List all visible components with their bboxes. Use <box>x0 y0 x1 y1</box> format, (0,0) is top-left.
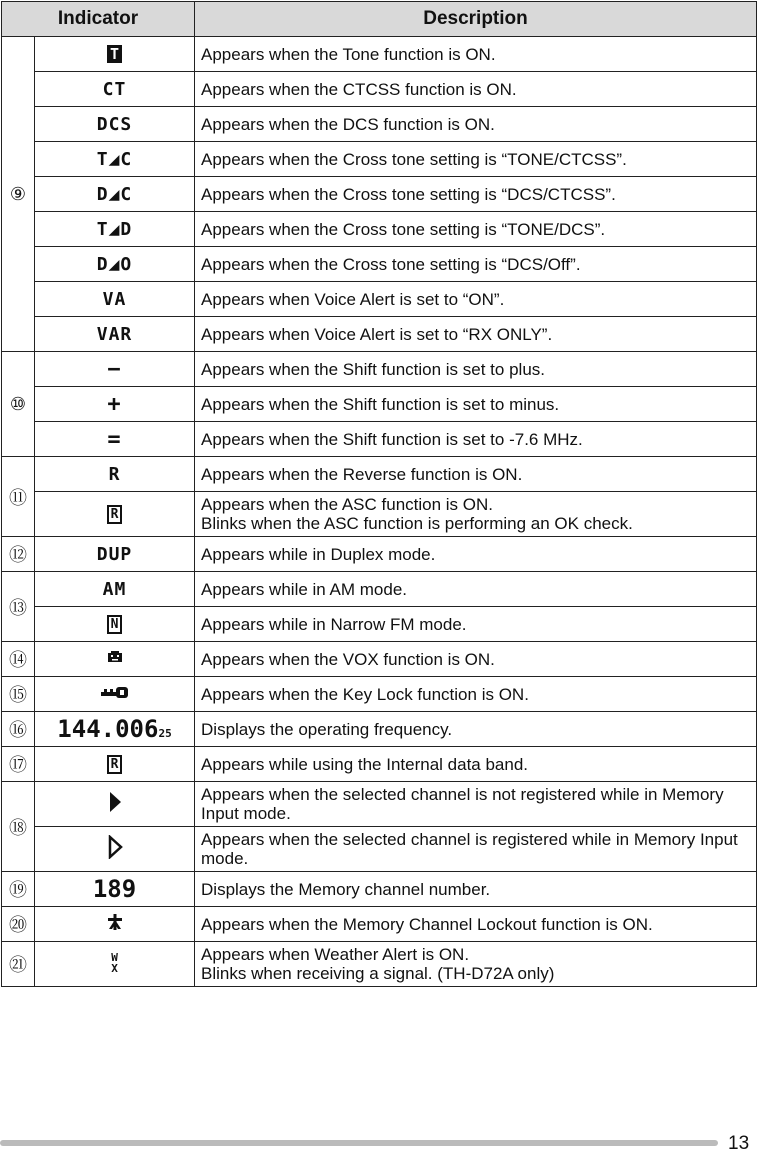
outline-triangle-icon <box>107 835 123 859</box>
row-description: Appears while using the Internal data band. <box>195 747 757 782</box>
table-row <box>2 142 757 177</box>
filled-triangle-icon <box>108 791 122 813</box>
row-description: Appears when the VOX function is ON. <box>195 642 757 677</box>
voice-alert-rx-icon: VAR <box>35 317 195 352</box>
row-description: Displays the Memory channel number. <box>195 872 757 907</box>
indicator-table <box>1 1 757 987</box>
row-description: Displays the operating frequency. <box>195 712 757 747</box>
row-description: Appears when the Shift function is set to -7.6 MHz. <box>195 422 757 457</box>
table-row <box>2 72 757 107</box>
voice-alert-icon: VA <box>35 282 195 317</box>
group-number: ⑲ <box>2 872 35 907</box>
vox-icon <box>107 650 123 664</box>
shift-plus-icon: − <box>35 352 195 387</box>
group-number: ⑭ <box>2 642 35 677</box>
key-lock-icon <box>100 685 130 699</box>
table-row <box>2 642 757 677</box>
group-number: ⑨ <box>2 37 35 352</box>
row-description: Appears when the Memory Channel Lockout function is ON. <box>195 907 757 942</box>
table-row <box>2 457 757 492</box>
group-number: ⑰ <box>2 747 35 782</box>
description-header: Description <box>195 2 757 37</box>
group-number: ⑬ <box>2 572 35 642</box>
table-row <box>2 827 757 872</box>
row-description: Appears when the selected channel is registered while in Memory Input mode. <box>195 827 757 872</box>
row-description: Appears when Voice Alert is set to “ON”. <box>195 282 757 317</box>
table-row <box>2 37 757 72</box>
lockout-star-icon <box>108 914 122 930</box>
duplex-icon: DUP <box>35 537 195 572</box>
row-description: Appears when the Shift function is set to minus. <box>195 387 757 422</box>
group-number: ⑫ <box>2 537 35 572</box>
group-number: ⑳ <box>2 907 35 942</box>
row-description: Appears when the ASC function is ON. Blinks when the ASC function is performing an OK check. <box>195 492 757 537</box>
table-row <box>2 942 757 987</box>
tone-icon: T <box>35 37 195 72</box>
table-row <box>2 712 757 747</box>
memory-channel-number-icon: 189 <box>35 872 195 907</box>
table-row <box>2 747 757 782</box>
row-description: Appears when Weather Alert is ON. Blinks when receiving a signal. (TH-D72A only) <box>195 942 757 987</box>
asc-icon: R <box>35 492 195 537</box>
am-mode-icon: AM <box>35 572 195 607</box>
frequency-display-icon: 144.00625 <box>35 712 195 747</box>
table-row <box>2 607 757 642</box>
row-description: Appears when the Cross tone setting is “DCS/Off”. <box>195 247 757 282</box>
cross-tone-tone-dcs-icon: T◢D <box>35 212 195 247</box>
reverse-icon: R <box>35 457 195 492</box>
table-row <box>2 572 757 607</box>
internal-data-band-icon: R <box>35 747 195 782</box>
table-row <box>2 317 757 352</box>
page-number: 13 <box>728 1133 750 1154</box>
table-row <box>2 537 757 572</box>
shift-minus-icon: + <box>35 387 195 422</box>
wx-icon: W X <box>111 950 118 975</box>
table-row <box>2 282 757 317</box>
group-number: ⑪ <box>2 457 35 537</box>
table-row <box>2 177 757 212</box>
table-row <box>2 212 757 247</box>
cross-tone-dcs-ctcss-icon: D◢C <box>35 177 195 212</box>
table-row <box>2 422 757 457</box>
group-number: ⑱ <box>2 782 35 872</box>
row-description: Appears when Voice Alert is set to “RX ONLY”. <box>195 317 757 352</box>
group-number: ⑮ <box>2 677 35 712</box>
row-description: Appears while in Duplex mode. <box>195 537 757 572</box>
table-row <box>2 907 757 942</box>
table-row <box>2 677 757 712</box>
ctcss-icon: CT <box>35 72 195 107</box>
row-description: Appears when the Cross tone setting is “TONE/DCS”. <box>195 212 757 247</box>
group-number: ⑯ <box>2 712 35 747</box>
row-description: Appears while in Narrow FM mode. <box>195 607 757 642</box>
group-number: ⑩ <box>2 352 35 457</box>
row-description: Appears when the Cross tone setting is “TONE/CTCSS”. <box>195 142 757 177</box>
table-row <box>2 782 757 827</box>
row-description: Appears when the Key Lock function is ON. <box>195 677 757 712</box>
table-row <box>2 107 757 142</box>
table-row <box>2 492 757 537</box>
table-header-row <box>2 2 757 37</box>
row-description: Appears while in AM mode. <box>195 572 757 607</box>
footer-bar <box>0 1140 718 1146</box>
group-number: ㉑ <box>2 942 35 987</box>
table-row <box>2 247 757 282</box>
row-description: Appears when the selected channel is not registered while in Memory Input mode. <box>195 782 757 827</box>
row-description: Appears when the Reverse function is ON. <box>195 457 757 492</box>
table-row <box>2 872 757 907</box>
table-row <box>2 387 757 422</box>
shift-7-6-icon: = <box>35 422 195 457</box>
indicator-header: Indicator <box>2 2 195 37</box>
row-description: Appears when the Cross tone setting is “DCS/CTCSS”. <box>195 177 757 212</box>
cross-tone-dcs-off-icon: D◢O <box>35 247 195 282</box>
narrow-fm-icon: N <box>35 607 195 642</box>
row-description: Appears when the Shift function is set to plus. <box>195 352 757 387</box>
row-description: Appears when the DCS function is ON. <box>195 107 757 142</box>
dcs-icon: DCS <box>35 107 195 142</box>
table-row <box>2 352 757 387</box>
row-description: Appears when the CTCSS function is ON. <box>195 72 757 107</box>
cross-tone-tone-ctcss-icon: T◢C <box>35 142 195 177</box>
row-description: Appears when the Tone function is ON. <box>195 37 757 72</box>
